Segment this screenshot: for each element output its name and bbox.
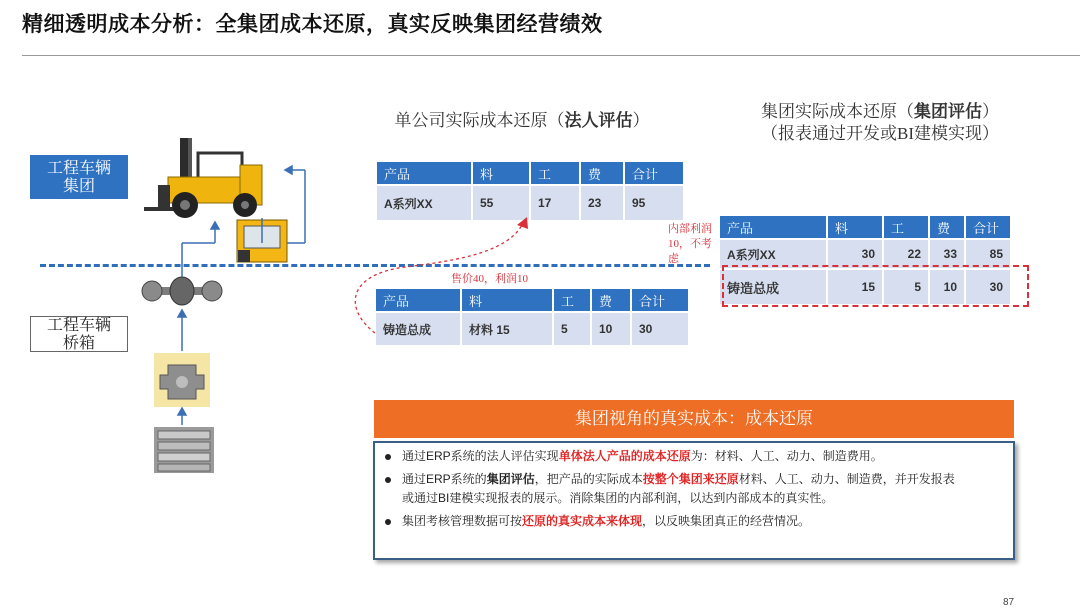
table-cell: 85 <box>965 239 1011 269</box>
table-header-cell: 费 <box>929 215 965 239</box>
bullet-text: 集团考核管理数据可按 <box>402 514 523 528</box>
table-cell: 5 <box>553 312 591 346</box>
table-cell: 95 <box>624 185 684 221</box>
group-heading-suffix: ） <box>982 102 999 121</box>
table-header-cell: 合计 <box>624 161 684 185</box>
page-title: 精细透明成本分析：全集团成本还原，真实反映集团经营绩效 <box>22 13 603 36</box>
bullet-bold: 集团评估 <box>486 472 535 486</box>
table-cell: 5 <box>883 269 929 305</box>
bullet-dot <box>385 454 391 460</box>
table-header-cell: 合计 <box>631 288 689 312</box>
vehicle-group-label <box>30 155 128 199</box>
table-header-cell: 工 <box>883 215 929 239</box>
table-header-cell: 合计 <box>965 215 1011 239</box>
table-cell: 23 <box>580 185 624 221</box>
table-header-cell: 料 <box>461 288 553 312</box>
table-header-cell: 费 <box>580 161 624 185</box>
table-cell: 10 <box>591 312 631 346</box>
bullet-text: ，以反映集团真正的经营情况。 <box>642 514 811 528</box>
axle-image <box>142 277 222 305</box>
bullet-text: ，把产品的实际成本 <box>534 472 643 486</box>
page-number: 87 <box>1003 597 1015 608</box>
ingot-image <box>154 427 214 473</box>
legal-heading-prefix: 单公司实际成本还原（ <box>394 111 565 130</box>
axle-group-text: 工程车辆桥箱 <box>46 317 111 352</box>
bullet-highlight: 按整个集团来还原 <box>642 472 739 486</box>
table-cell: 17 <box>530 185 580 221</box>
table-cell: 55 <box>472 185 530 221</box>
table-cell: 10 <box>929 269 965 305</box>
explanation-box <box>373 441 1015 560</box>
table-cell: A系列XX <box>719 239 827 269</box>
title-divider <box>22 55 1080 56</box>
group-eval-heading <box>735 101 1025 145</box>
true-cost-banner: 集团视角的真实成本：成本还原 <box>374 400 1014 438</box>
table-cell: 铸造总成 <box>375 312 461 346</box>
table-header-cell: 料 <box>472 161 530 185</box>
bullet-text: 为：材料、人工、动力、制造费用。 <box>690 449 883 463</box>
group-heading-line1 <box>735 101 1025 123</box>
group-heading-bold: 集团评估 <box>914 102 982 121</box>
table-cell: 30 <box>965 269 1011 305</box>
bullet-highlight: 单体法人产品的成本还原 <box>558 449 691 463</box>
vehicle-group-text: 工程车辆集团 <box>46 160 111 195</box>
internal-profit-note: 内部利润10，不考虑 <box>668 223 712 265</box>
bullet-text: 或通过BI建模实现报表的展示。消除集团的内部利润，以达到内部成本的真实性。 <box>402 491 834 505</box>
table-cell: A系列XX <box>376 185 472 221</box>
bullet-text: 通过ERP系统的 <box>402 472 487 486</box>
group-heading-prefix: 集团实际成本还原（ <box>761 102 914 121</box>
casting-row-highlight <box>722 265 1029 307</box>
bullet-text: 材料、人工、动力、制造费，并开发报表 <box>738 472 955 486</box>
bullet-text: 通过ERP系统的法人评估实现 <box>402 449 559 463</box>
transfer-arrow <box>345 215 545 340</box>
table-cell: 材料 15 <box>461 312 553 346</box>
forklift-image <box>144 138 262 218</box>
table-cell: 30 <box>827 239 883 269</box>
bullet-item <box>385 512 1005 531</box>
bullet-highlight: 还原的真实成本来体现 <box>522 514 643 528</box>
bullet-item <box>385 470 1005 508</box>
bullet-dot <box>385 519 391 525</box>
price-profit-note: 售价40，利润10 <box>451 273 528 285</box>
bullet-dot <box>385 477 391 483</box>
legal-heading-bold: 法人评估 <box>564 111 633 130</box>
table-cell: 铸造总成 <box>719 269 827 305</box>
table-header-cell: 产品 <box>376 161 472 185</box>
axle-group-label <box>30 316 128 352</box>
table-header-cell: 工 <box>530 161 580 185</box>
table-header-cell: 费 <box>591 288 631 312</box>
table-cell: 15 <box>827 269 883 305</box>
legal-heading-suffix: ） <box>632 111 650 130</box>
group-heading-line2: （报表通过开发或BI建模实现） <box>761 124 999 143</box>
table-header-cell: 工 <box>553 288 591 312</box>
table-header-cell: 产品 <box>375 288 461 312</box>
bullet-item <box>385 447 1005 466</box>
casting-image <box>154 353 210 407</box>
supply-chain-illustration <box>140 125 320 475</box>
table-header-cell: 料 <box>827 215 883 239</box>
table-cell: 30 <box>631 312 689 346</box>
table-header-cell: 产品 <box>719 215 827 239</box>
table-cell: 22 <box>883 239 929 269</box>
legal-eval-heading <box>372 106 672 131</box>
legal-cost-table-top <box>375 160 685 222</box>
table-cell: 33 <box>929 239 965 269</box>
